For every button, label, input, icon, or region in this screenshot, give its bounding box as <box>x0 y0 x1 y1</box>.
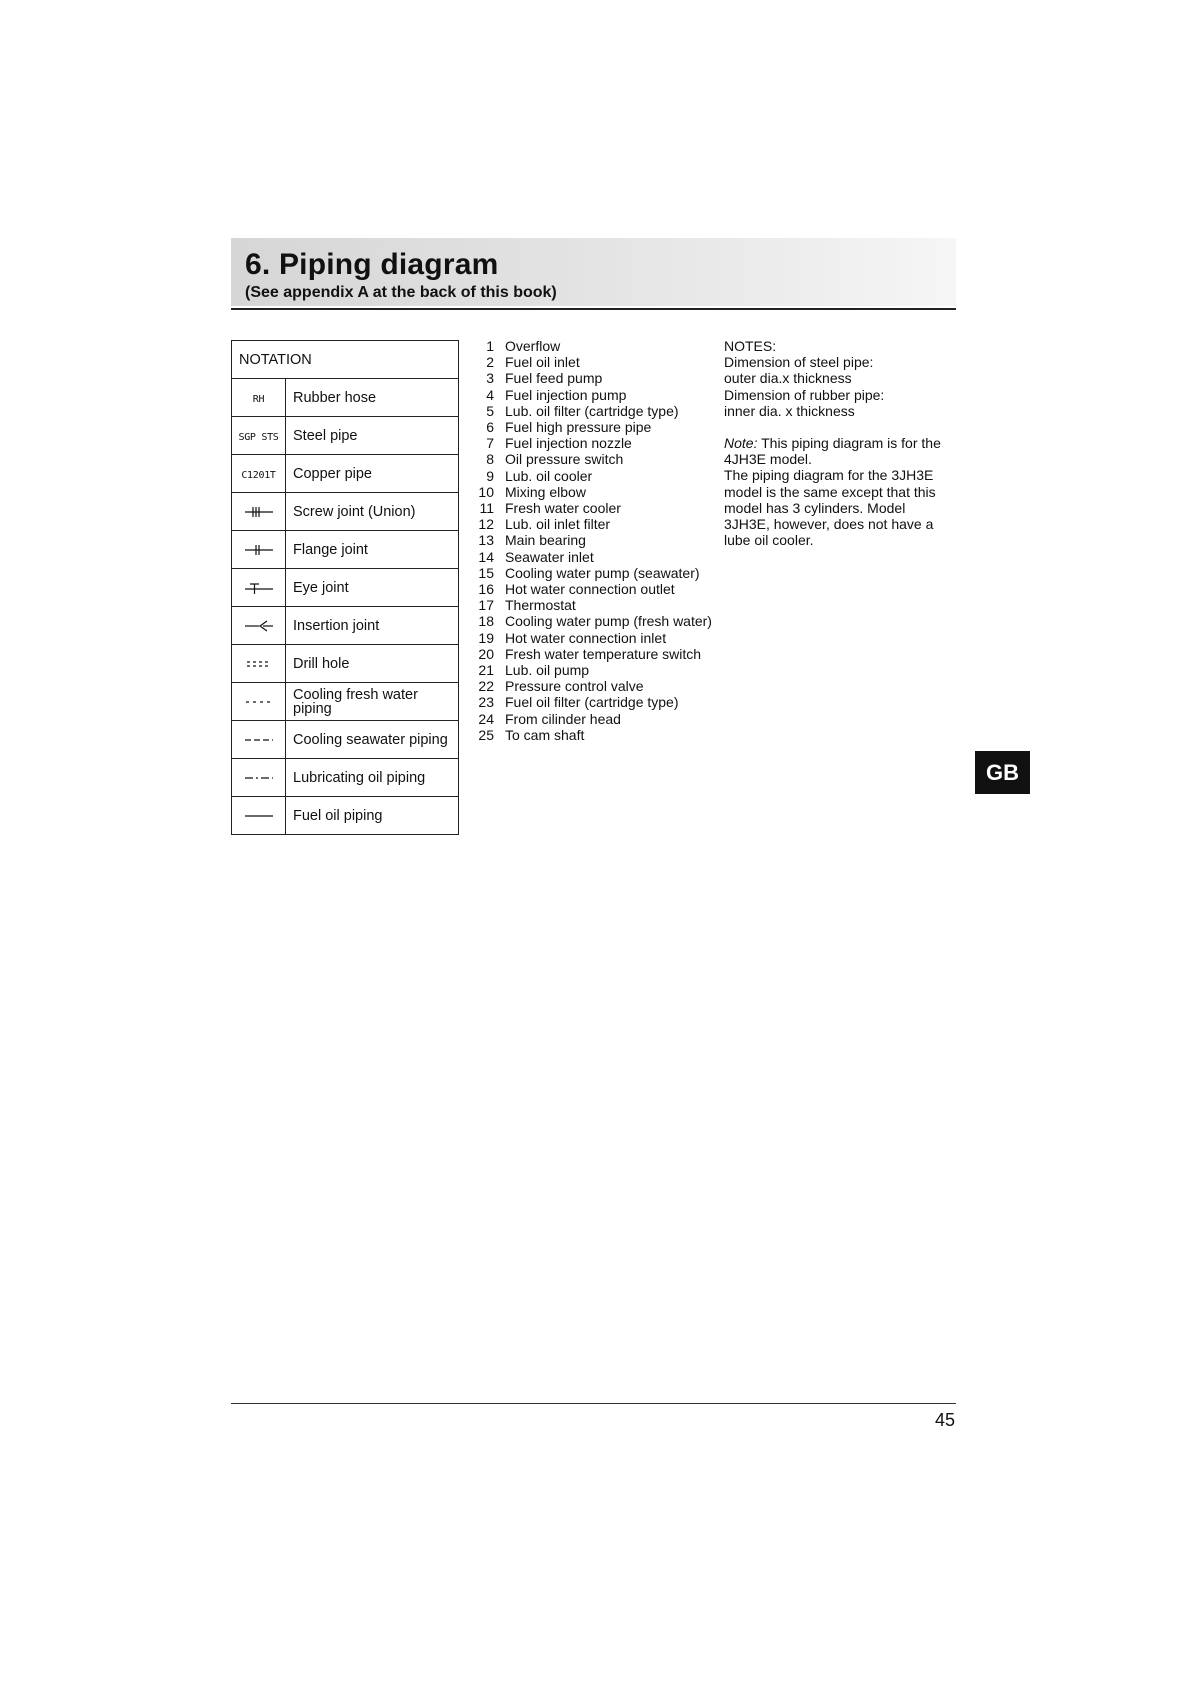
note-label: Note: <box>724 435 758 452</box>
page-title: 6. Piping diagram <box>245 248 499 281</box>
notes-block <box>724 338 954 548</box>
notation-label: Cooling fresh water piping <box>286 683 459 721</box>
model-note <box>724 435 954 467</box>
list-item: 20 Fresh water temperature switch <box>478 645 702 662</box>
notes-heading: NOTES: <box>724 338 777 354</box>
list-item: 22 Pressure control valve <box>478 678 644 695</box>
notation-label: Rubber hose <box>286 379 459 417</box>
notation-row <box>232 797 459 835</box>
model-detail-note: The piping diagram for the 3JH3E model is the same except that this model has 3 cylinders. Model 3JH3E, however, does not have a lube oil cooler. <box>724 467 936 549</box>
list-item: 23 Fuel oil filter (cartridge type) <box>478 694 679 711</box>
eye-joint-icon <box>245 581 273 595</box>
notation-label: Insertion joint <box>286 607 459 645</box>
rubber-hose-code: RH <box>252 393 265 405</box>
list-item: 17 Thermostat <box>478 597 576 614</box>
list-item: 21 Lub. oil pump <box>478 662 590 679</box>
notation-row <box>232 721 459 759</box>
list-item: 1 Overflow <box>486 338 561 354</box>
parts-list <box>470 338 720 743</box>
list-item: 7 Fuel injection nozzle <box>486 435 632 452</box>
page-subtitle: (See appendix A at the back of this book) <box>245 284 557 301</box>
notation-row <box>232 493 459 531</box>
list-item: 8 Oil pressure switch <box>486 451 624 468</box>
list-item: 4 Fuel injection pump <box>486 386 627 403</box>
notation-row <box>232 379 459 417</box>
list-item: 19 Hot water connection inlet <box>478 629 667 646</box>
list-item: 9 Lub. oil cooler <box>486 467 593 484</box>
notation-row <box>232 645 459 683</box>
list-item: 6 Fuel high pressure pipe <box>486 419 652 436</box>
list-item: 10 Mixing elbow <box>478 483 586 500</box>
page-number: 45 <box>934 1410 955 1430</box>
notation-label: Lubricating oil piping <box>286 759 459 797</box>
list-item: 5 Lub. oil filter (cartridge type) <box>486 402 679 419</box>
list-item: 14 Seawater inlet <box>478 548 594 565</box>
screw-joint-union-icon <box>245 505 273 519</box>
list-item: 13 Main bearing <box>478 532 586 549</box>
rubber-pipe-dimension-title: Dimension of rubber pipe: <box>724 386 885 403</box>
list-item: 25 To cam shaft <box>478 726 585 743</box>
steel-pipe-dimension-value: outer dia.x thickness <box>724 370 852 387</box>
notation-row <box>232 417 459 455</box>
notation-label: Flange joint <box>286 531 459 569</box>
list-item: 15 Cooling water pump (seawater) <box>478 564 700 581</box>
drill-hole-icon <box>245 657 273 671</box>
notation-row <box>232 455 459 493</box>
dash-dot-line-icon <box>245 771 273 785</box>
notation-label: Copper pipe <box>286 455 459 493</box>
notation-row <box>232 569 459 607</box>
list-item: 16 Hot water connection outlet <box>478 581 675 598</box>
notation-row <box>232 759 459 797</box>
steel-pipe-dimension-title: Dimension of steel pipe: <box>724 354 874 371</box>
footer-rule <box>231 1403 956 1404</box>
list-item: 12 Lub. oil inlet filter <box>478 516 611 533</box>
note-text: This piping diagram is for the 4JH3E model. <box>724 435 941 468</box>
language-tab-gb: GB <box>975 751 1030 794</box>
copper-pipe-code: C1201T <box>241 469 276 481</box>
notation-row <box>232 683 459 721</box>
short-dash-line-icon <box>245 695 273 709</box>
notation-table <box>231 340 459 835</box>
flange-joint-icon <box>245 543 273 557</box>
notation-label: Drill hole <box>286 645 459 683</box>
notation-label: Fuel oil piping <box>286 797 459 835</box>
long-dash-line-icon <box>245 733 273 747</box>
header-rule <box>231 308 956 310</box>
list-item: 24 From cilinder head <box>478 710 621 727</box>
notation-heading: NOTATION <box>232 341 459 379</box>
rubber-pipe-dimension-value: inner dia. x thickness <box>724 402 855 419</box>
notation-label: Cooling seawater piping <box>286 721 459 759</box>
notation-label: Eye joint <box>286 569 459 607</box>
notation-label: Screw joint (Union) <box>286 493 459 531</box>
notation-row <box>232 607 459 645</box>
insertion-joint-icon <box>245 619 273 633</box>
notation-row <box>232 531 459 569</box>
list-item: 18 Cooling water pump (fresh water) <box>478 613 712 630</box>
list-item: 3 Fuel feed pump <box>486 370 603 387</box>
notation-label: Steel pipe <box>286 417 459 455</box>
list-item: 2 Fuel oil inlet <box>486 354 580 371</box>
list-item: 11 Fresh water cooler <box>479 500 621 517</box>
solid-line-icon <box>245 809 273 823</box>
steel-pipe-code: SGP STS <box>238 431 279 443</box>
